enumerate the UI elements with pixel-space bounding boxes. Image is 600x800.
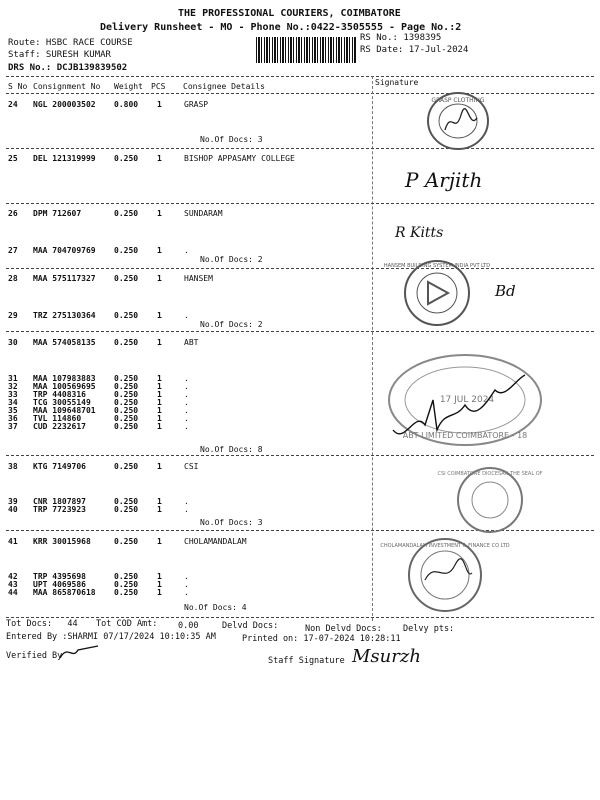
doc-count: No.Of Docs: 2 (200, 255, 263, 264)
cell-consignment: KRR 30015968 (33, 537, 91, 546)
csi-stamp (437, 465, 543, 535)
cell-consignment: TRZ 275130364 (33, 311, 96, 320)
divider (6, 455, 594, 456)
stamp-text: GRASP CLOTHING (431, 97, 485, 104)
cell-consignee: ABT (184, 338, 199, 347)
doc-count: No.Of Docs: 2 (200, 320, 263, 329)
stamp-text: CHOLAMANDALAM INVESTMENT & FINANCE CO LTD (380, 543, 510, 549)
cell-sno: 36 (8, 414, 18, 423)
cell-consignee: . (184, 311, 189, 320)
rs-date: RS Date: 17-Jul-2024 (360, 45, 469, 55)
cell-weight: 0.250 (114, 311, 139, 320)
cell-pcs: 1 (157, 246, 162, 255)
cell-pcs: 1 (157, 588, 162, 597)
divider (6, 93, 594, 94)
cell-consignee: SUNDARAM (184, 209, 223, 218)
delivery-points: Delvy pts: (403, 624, 455, 634)
col-consignment: Consignment No (33, 82, 101, 91)
cell-consignee: . (184, 497, 189, 506)
cell-consignment: CUD 2232617 (33, 422, 86, 431)
cell-sno: 35 (8, 406, 18, 415)
cell-weight: 0.250 (114, 537, 139, 546)
drs-number: DRS No.: DCJB139839502 (8, 63, 128, 73)
cell-weight: 0.250 (114, 580, 139, 589)
cell-sno: 43 (8, 580, 18, 589)
cell-weight: 0.250 (114, 422, 139, 431)
staff-signature-label: Staff Signature (268, 656, 345, 666)
cell-pcs: 1 (157, 209, 162, 218)
cell-sno: 26 (8, 209, 18, 218)
divider (6, 331, 594, 332)
barcode-image (256, 37, 356, 63)
cell-weight: 0.250 (114, 414, 139, 423)
cell-pcs: 1 (157, 338, 162, 347)
cell-sno: 30 (8, 338, 18, 347)
cell-consignee: . (184, 572, 189, 581)
staff-signature: Msurzh (352, 646, 421, 667)
signature-handwriting: R Kitts (395, 225, 444, 241)
entered-by: Entered By :SHARMI 07/17/2024 10:10:35 AM (6, 632, 216, 642)
cell-sno: 31 (8, 374, 18, 383)
stamp-text: CSI COIMBATORE DIOCESAN THE SEAL OF (437, 471, 543, 477)
col-sno: S No (8, 82, 28, 91)
col-pcs: PCS (151, 82, 166, 91)
col-consignee: Consignee Details (183, 82, 265, 91)
cell-sno: 28 (8, 274, 18, 283)
cell-pcs: 1 (157, 414, 162, 423)
cell-pcs: 1 (157, 580, 162, 589)
signature-column-divider (372, 76, 373, 621)
stamp-date: 17 JUL 2024 (439, 395, 495, 405)
cell-pcs: 1 (157, 572, 162, 581)
cell-consignment: DPM 712607 (33, 209, 82, 218)
cell-consignment: TRP 7723923 (33, 505, 86, 514)
cell-weight: 0.250 (114, 462, 139, 471)
signature-handwriting: Bd (495, 282, 516, 300)
cell-consignment: TRP 4395698 (33, 572, 86, 581)
cell-consignment: CNR 1807897 (33, 497, 86, 506)
total-docs: Tot Docs: 44 (6, 619, 78, 629)
cell-pcs: 1 (157, 398, 162, 407)
cell-sno: 42 (8, 572, 18, 581)
col-weight: Weight (114, 82, 143, 91)
cell-consignee: . (184, 414, 189, 423)
total-cod-value: 0.00 (178, 621, 199, 631)
cell-consignee: . (184, 580, 189, 589)
cell-consignee: . (184, 374, 189, 383)
cell-weight: 0.250 (114, 246, 139, 255)
cell-consignment: TCG 30055149 (33, 398, 91, 407)
cell-consignee: . (184, 422, 189, 431)
printed-on: Printed on: 17-07-2024 10:28:11 (242, 634, 401, 644)
cell-sno: 24 (8, 100, 18, 109)
cell-pcs: 1 (157, 374, 162, 383)
cell-sno: 29 (8, 311, 18, 320)
cell-consignee: . (184, 246, 189, 255)
cell-consignment: NGL 200003502 (33, 100, 96, 109)
cell-consignment: MAA 704709769 (33, 246, 96, 255)
cell-sno: 38 (8, 462, 18, 471)
cell-weight: 0.250 (114, 382, 139, 391)
cell-consignee: CSI (184, 462, 199, 471)
divider (6, 617, 594, 618)
cell-weight: 0.250 (114, 497, 139, 506)
cell-sno: 32 (8, 382, 18, 391)
cell-consignment: MAA 100569695 (33, 382, 96, 391)
doc-count: No.Of Docs: 4 (184, 603, 247, 612)
divider (6, 76, 594, 77)
cell-weight: 0.250 (114, 274, 139, 283)
route-label: Route: HSBC RACE COURSE (8, 38, 133, 48)
cell-sno: 37 (8, 422, 18, 431)
company-title: THE PROFESSIONAL COURIERS, COIMBATORE (178, 8, 401, 19)
divider (6, 268, 594, 269)
doc-count: No.Of Docs: 3 (200, 518, 263, 527)
cell-pcs: 1 (157, 274, 162, 283)
cell-consignee: . (184, 390, 189, 399)
cell-consignment: MAA 575117327 (33, 274, 96, 283)
grasp-stamp (425, 90, 491, 152)
cell-pcs: 1 (157, 462, 162, 471)
cell-pcs: 1 (157, 311, 162, 320)
cell-sno: 40 (8, 505, 18, 514)
cell-consignment: KTG 7149706 (33, 462, 86, 471)
cell-weight: 0.250 (114, 505, 139, 514)
cell-weight: 0.250 (114, 390, 139, 399)
rs-number: RS No.: 1398395 (360, 33, 442, 43)
cell-consignee: . (184, 588, 189, 597)
hansem-stamp (383, 258, 491, 328)
col-signature: Signature (375, 78, 419, 87)
cell-pcs: 1 (157, 505, 162, 514)
cell-pcs: 1 (157, 382, 162, 391)
cholamandalam-stamp (380, 535, 510, 615)
staff-label: Staff: SURESH KUMAR (8, 50, 111, 60)
stamp-text: ABT LIMITED COIMBATORE - 18 (402, 431, 528, 440)
cell-consignee: . (184, 398, 189, 407)
non-delivered-docs: Non Delvd Docs: (305, 624, 382, 634)
cell-weight: 0.250 (114, 406, 139, 415)
cell-consignee: . (184, 382, 189, 391)
cell-pcs: 1 (157, 406, 162, 415)
cell-consignee: GRASP (184, 100, 209, 109)
cell-pcs: 1 (157, 154, 162, 163)
cell-pcs: 1 (157, 497, 162, 506)
cell-sno: 33 (8, 390, 18, 399)
cell-pcs: 1 (157, 537, 162, 546)
cell-weight: 0.250 (114, 209, 139, 218)
cell-consignment: TRP 4408316 (33, 390, 86, 399)
cell-consignee: HANSEM (184, 274, 213, 283)
divider (6, 203, 594, 204)
stamp-text: HANSEM BUILDING SYSTEM INDIA PVT LTD (383, 263, 491, 269)
delivered-docs: Delvd Docs: (222, 621, 279, 631)
cell-consignment: TVL 114860 (33, 414, 82, 423)
cell-pcs: 1 (157, 100, 162, 109)
cell-weight: 0.250 (114, 154, 139, 163)
cell-consignment: UPT 4069586 (33, 580, 86, 589)
cell-pcs: 1 (157, 390, 162, 399)
total-cod-label: Tot COD Amt: (96, 619, 158, 629)
abt-stamp (385, 350, 545, 450)
cell-sno: 34 (8, 398, 18, 407)
cell-weight: 0.250 (114, 572, 139, 581)
verifier-signature (58, 642, 102, 662)
cell-weight: 0.800 (114, 100, 139, 109)
cell-consignment: MAA 865870618 (33, 588, 96, 597)
cell-consignee: . (184, 406, 189, 415)
runsheet-title: Delivery Runsheet - MO - Phone No.:0422-3505555 - Page No.:2 (100, 22, 462, 33)
cell-consignee: BISHOP APPASAMY COLLEGE (184, 154, 295, 163)
cell-consignee: . (184, 505, 189, 514)
cell-consignment: DEL 121319999 (33, 154, 96, 163)
divider (6, 148, 594, 149)
cell-consignee: CHOLAMANDALAM (184, 537, 247, 546)
cell-weight: 0.250 (114, 338, 139, 347)
verified-by: Verified By (6, 651, 63, 661)
cell-sno: 41 (8, 537, 18, 546)
cell-weight: 0.250 (114, 374, 139, 383)
cell-sno: 44 (8, 588, 18, 597)
cell-sno: 25 (8, 154, 18, 163)
signature-handwriting: P Arjith (405, 168, 483, 192)
cell-weight: 0.250 (114, 588, 139, 597)
cell-sno: 27 (8, 246, 18, 255)
cell-weight: 0.250 (114, 398, 139, 407)
cell-pcs: 1 (157, 422, 162, 431)
doc-count: No.Of Docs: 3 (200, 135, 263, 144)
cell-consignment: MAA 107983883 (33, 374, 96, 383)
cell-consignment: MAA 109648701 (33, 406, 96, 415)
cell-consignment: MAA 574058135 (33, 338, 96, 347)
doc-count: No.Of Docs: 8 (200, 445, 263, 454)
cell-sno: 39 (8, 497, 18, 506)
